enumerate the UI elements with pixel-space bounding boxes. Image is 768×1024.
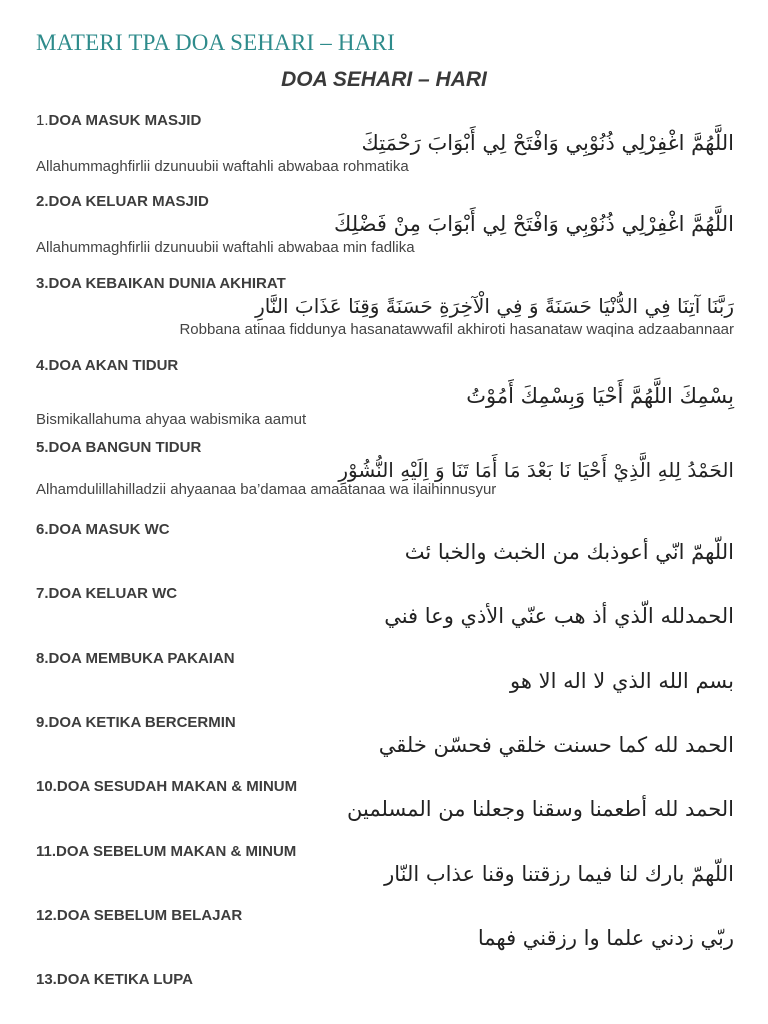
arabic-text: اللّهمّ انّي أعوذبك من الخبث والخبا ئث [404,540,734,564]
prayer-entry [0,585,768,651]
transliteration: Allahummaghfirlii dzunuubii waftahli abwabaa min fadlika [36,239,415,256]
prayer-heading [36,193,209,210]
prayer-entry [0,650,768,716]
prayer-title: DOA SEBELUM BELAJAR [56,907,243,924]
prayer-heading [36,439,201,456]
arabic-text: بِسْمِكَ اللَّهُمَّ أَحْيَا وَبِسْمِكَ أَمُوْتُ [466,384,734,408]
prayer-heading [36,843,296,860]
prayer-heading [36,907,242,924]
arabic-text: الحمدلله الّذي أذ هب عنّي الأذي وعا فني [384,604,734,628]
arabic-text: الحمد لله أطعمنا وسقنا وجعلنا من المسلمين [347,797,734,821]
transliteration: Bismikallahuma ahyaa wabismika aamut [36,411,307,428]
prayer-number: 6. [36,521,49,538]
prayer-number: 1. [36,112,49,129]
page-header: MATERI TPA DOA SEHARI – HARI [36,30,395,55]
prayer-heading [36,275,286,292]
prayer-entry [0,439,768,505]
prayer-entry [0,843,768,909]
prayer-title: DOA MEMBUKA PAKAIAN [48,650,235,667]
prayer-title: DOA SESUDAH MAKAN & MINUM [56,778,298,795]
arabic-text: الحَمْدُ لِلهِ الَّذِيْ أَحْيَا نَا بَعْدَ مَا أَمَا تَنَا وَ اِلَيْهِ النُّشُوْرِ [338,458,734,482]
prayer-number: 4. [36,357,49,374]
arabic-text: بسم الله الذي لا اله الا هو [510,669,734,693]
prayer-entry [0,112,768,178]
prayer-number: 12. [36,907,57,924]
prayer-number: 7. [36,585,49,602]
prayer-entry [0,193,768,259]
prayer-entry [0,971,768,1011]
transliteration: Robbana atinaa fiddunya hasanatawwafil akhiroti hasanataw waqina adzaabannaar [179,321,734,338]
prayer-entry [0,778,768,844]
prayer-number: 10. [36,778,57,795]
prayer-number: 2. [36,193,49,210]
prayer-entry [0,357,768,428]
prayer-title: DOA KETIKA LUPA [56,971,193,988]
arabic-text: اللَّهُمَّ اغْفِرْلِي ذُنُوْبِي وَافْتَحْ لِي أَبْوَابَ مِنْ فَضْلِكَ [334,212,734,236]
prayer-heading [36,357,178,374]
prayer-number: 8. [36,650,49,667]
prayer-title: DOA AKAN TIDUR [48,357,179,374]
arabic-text: الحمد لله كما حسنت خلقي فحسّن خلقي [378,733,734,757]
prayer-number: 11. [36,843,57,860]
arabic-text: رَبَّنَا آتِنَا فِي الدُّنْيَا حَسَنَةً وَ فِي الْآخِرَةِ حَسَنَةً وَقِنَا عَذَابَ النَّارِ [255,294,734,318]
prayer-number: 9. [36,714,49,731]
prayer-title: DOA BANGUN TIDUR [48,439,202,456]
prayer-entry [0,275,768,341]
prayer-entry [0,521,768,587]
prayer-title: DOA KELUAR MASJID [48,193,209,210]
document-title: DOA SEHARI – HARI [281,68,487,91]
transliteration: Allahummaghfirlii dzunuubii waftahli abwabaa rohmatika [36,158,409,175]
transliteration: Alhamdulillahilladzii ahyaanaa ba’damaa amaatanaa wa ilaihinnusyur [36,481,497,498]
prayer-heading [36,521,170,538]
prayer-title: DOA MASUK MASJID [48,112,202,129]
prayer-title: DOA KETIKA BERCERMIN [48,714,236,731]
prayer-heading [36,112,201,129]
prayer-title: DOA KELUAR WC [48,585,178,602]
prayer-title: DOA MASUK WC [48,521,170,538]
prayer-heading [36,585,177,602]
prayer-heading [36,971,193,988]
arabic-text: اللّهمّ بارك لنا فيما رزقتنا وقنا عذاب النّار [384,862,734,886]
prayer-entry [0,907,768,973]
prayer-number: 13. [36,971,57,988]
arabic-text: ربّي زدني علما وا رزقني فهما [477,926,734,950]
prayer-number: 3. [36,275,49,292]
prayer-number: 5. [36,439,49,456]
prayer-heading [36,778,297,795]
prayer-heading [36,650,235,667]
prayer-heading [36,714,236,731]
prayer-title: DOA SEBELUM MAKAN & MINUM [56,843,297,860]
prayer-entry [0,714,768,780]
arabic-text: اللَّهُمَّ اغْفِرْلِي ذُنُوْبِي وَافْتَحْ لِي أَبْوَابَ رَحْمَتِكَ [361,131,734,155]
prayer-title: DOA KEBAIKAN DUNIA AKHIRAT [48,275,286,292]
